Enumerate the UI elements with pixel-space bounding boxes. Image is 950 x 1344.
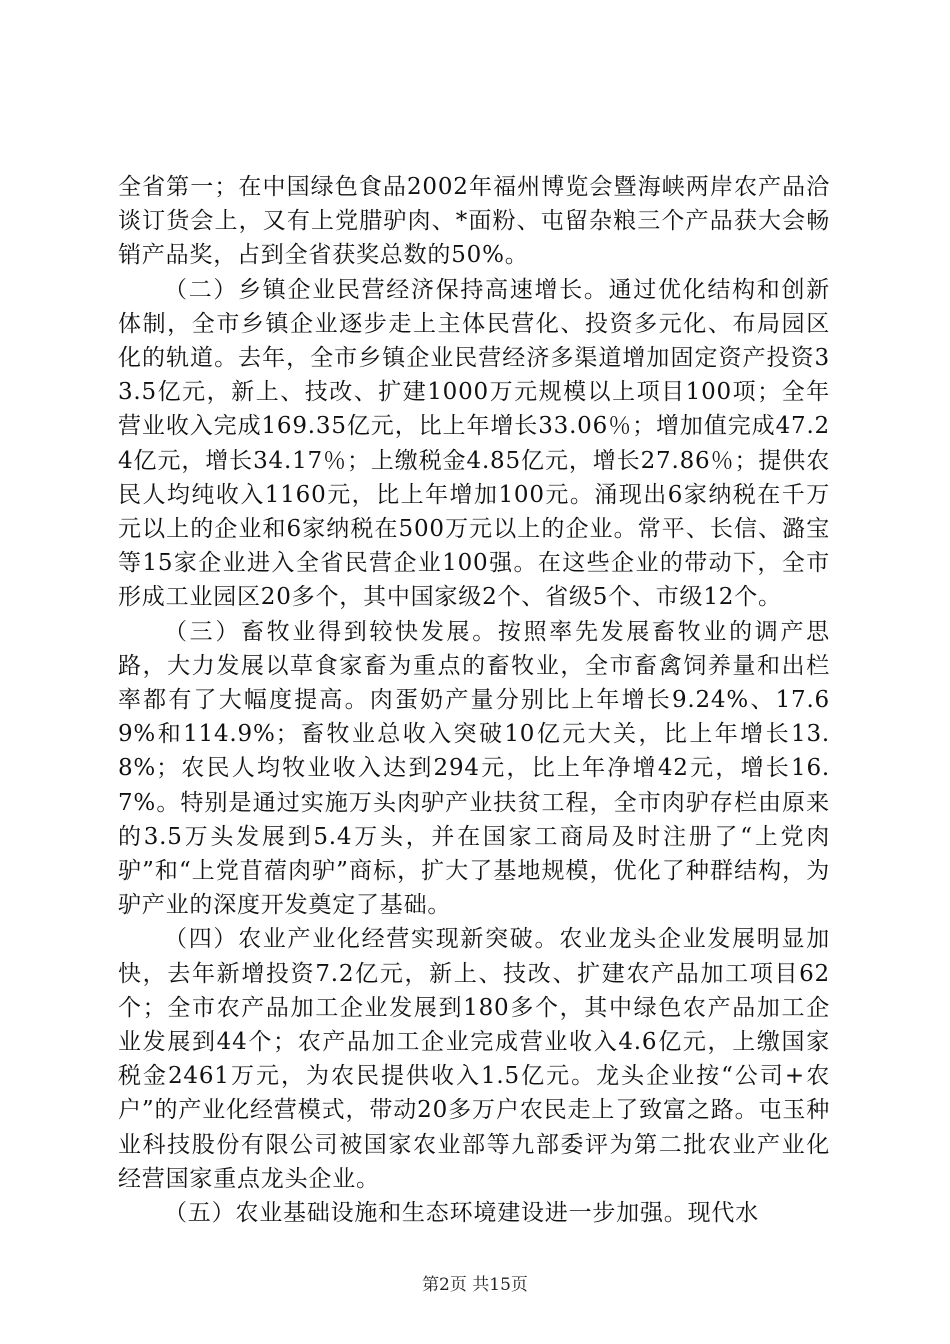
document-body [118,170,830,1230]
paragraph-agricultural-industrialization: （四）农业产业化经营实现新突破。农业龙头企业发展明显加快，去年新增投资7.2亿元，新上、技改、扩建农产品加工项目62个；全市农产品加工企业发展到180多个，其中绿色农产品加工企业发展到44个；农产品加工企业完成营业收入4.6亿元，上缴国家税金2461万元，为农民提供收入1.5亿元。龙头企业按“公司+农户”的产业化经营模式，带动20多万户农民走上了致富之路。屯玉种业科技股份有限公司被国家农业部等九部委评为第二批农业产业化经营国家重点龙头企业。 [118,926,830,1192]
paragraph-continued: 全省第一；在中国绿色食品2002年福州博览会暨海峡两岸农产品洽谈订货会上，又有上党腊驴肉、*面粉、屯留杂粮三个产品获大会畅销产品奖，占到全省获奖总数的50%。 [118,174,830,269]
paragraph-township-enterprises: （二）乡镇企业民营经济保持高速增长。通过优化结构和创新体制，全市乡镇企业逐步走上主体民营化、投资多元化、布局园区化的轨道。去年，全市乡镇企业民营经济多渠道增加固定资产投资33.5亿元，新上、技改、扩建1000万元规模以上项目100项；全年营业收入完成169.35亿元，比上年增长33.06％；增加值完成47.24亿元，增长34.17％；上缴税金4.85亿元，增长27.86％；提供农民人均纯收入1160元，比上年增加100元。涌现出6家纳税在千万元以上的企业和6家纳税在500万元以上的企业。常平、长信、潞宝等15家企业进入全省民营企业100强。在这些企业的带动下，全市形成工业园区20多个，其中国家级2个、省级5个、市级12个。 [118,276,830,611]
paragraph-animal-husbandry: （三）畜牧业得到较快发展。按照率先发展畜牧业的调产思路，大力发展以草食家畜为重点的畜牧业，全市畜禽饲养量和出栏率都有了大幅度提高。肉蛋奶产量分别比上年增长9.24%、17.69%和114.9%；畜牧业总收入突破10亿元大关，比上年增长13.8%；农民人均牧业收入达到294元，比上年净增42元，增长16.7%。特别是通过实施万头肉驴产业扶贫工程，全市肉驴存栏由原来的3.5万头发展到5.4万头，并在国家工商局及时注册了“上党肉驴”和“上党苜蓿肉驴”商标，扩大了基地规模，优化了种群结构，为驴产业的深度开发奠定了基础。 [118,618,830,919]
page-number-footer: 第2页 共15页 [422,1275,528,1295]
paragraph-infrastructure: （五）农业基础设施和生态环境建设进一步加强。现代水 [164,1200,759,1227]
